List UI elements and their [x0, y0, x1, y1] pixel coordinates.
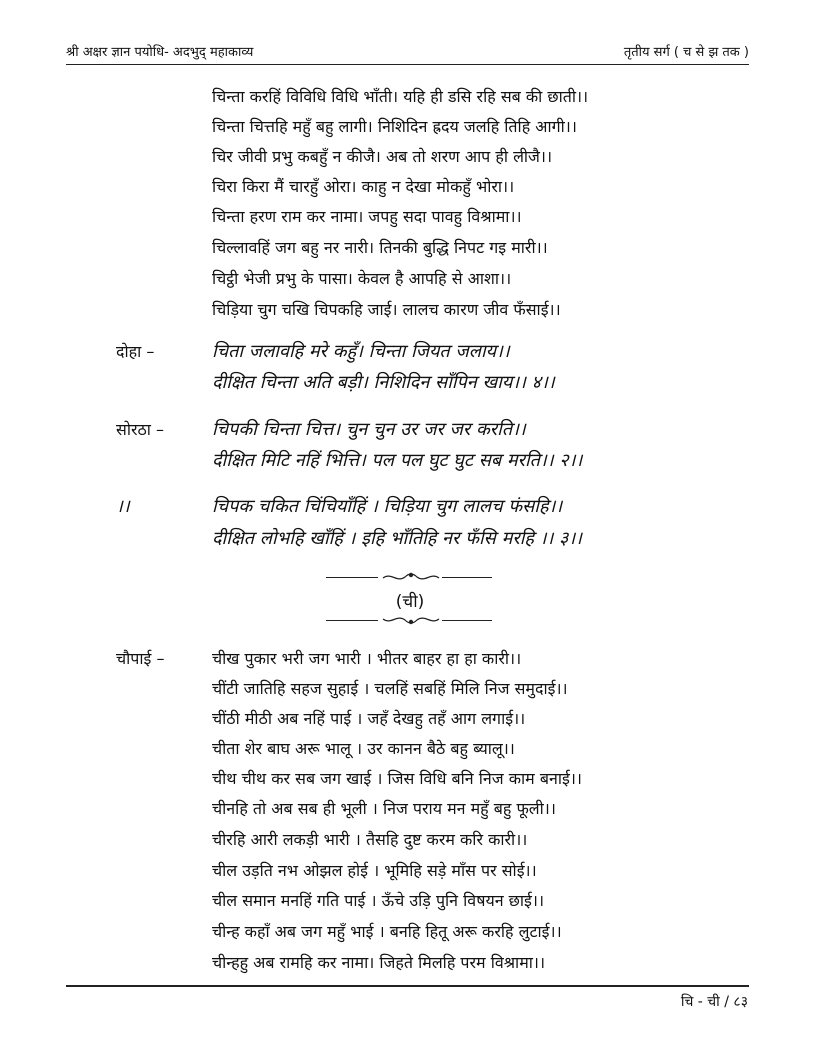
- verse-line: चीख पुकार भरी जग भारी । भीतर बाहर हा हा कारी।।: [212, 649, 522, 668]
- chaupai-label: चौपाई –: [116, 649, 165, 668]
- verse-line: चिरा किरा मैं चारहुँ ओरा। काहु न देखा मोकहुँ भोरा।।: [212, 177, 515, 196]
- verse-line: चीता शेर बाघ अरू भालू । उर कानन बैठे बहु ब्यालू।।: [212, 739, 515, 758]
- verse-line: चींटी जातिहि सहज सुहाई । चलहिं सबहिं मिलि निज समुदाई।।: [212, 679, 568, 698]
- footer-rule: [66, 985, 749, 987]
- verse-line: चिन्ता हरण राम कर नामा। जपहु सदा पावहु विश्रामा।।: [212, 207, 522, 226]
- verse-line: चीथ चीथ कर सब जग खाई । जिस विधि बनि निज काम बनाई।।: [212, 769, 582, 788]
- page-header: [66, 36, 749, 65]
- divider-rule-left: [326, 577, 378, 578]
- verse-line: चीनहि तो अब सब ही भूली । निज पराय मन महुँ बहु फूली।।: [212, 799, 556, 818]
- flourish-icon: [381, 569, 441, 585]
- verse-line: चीरहि आरी लकड़ी भारी । तैसहि दुष्ट करम करि कारी।।: [212, 830, 528, 849]
- doha-line: चिता जलावहि मरे कहुँ। चिन्ता जियत जलाय।।: [212, 341, 510, 362]
- section-title: (ची): [395, 592, 425, 612]
- sortha-label: सोरठा –: [116, 420, 165, 439]
- sortha2-label: ।।: [116, 496, 130, 517]
- sortha-line: चिपकी चिन्ता चित्त। चुन चुन उर जर जर करति।।: [212, 419, 526, 440]
- verse-line: चींठी मीठी अब नहिं पाई । जहँ देखहु तहँ आग लगाई।।: [212, 709, 526, 728]
- header-chapter-title: तृतीय सर्ग ( च से झ तक ): [623, 45, 749, 60]
- verse-line: चिल्लावहिं जग बहु नर नारी। तिनकी बुद्धि निपट गइ मारी।।: [212, 238, 548, 257]
- doha-label: दोहा –: [116, 342, 155, 361]
- sortha-line: दीक्षित मिटि नहिं भित्ति। पल पल घुट घुट सब मरति।। २।।: [212, 450, 583, 471]
- header-book-title: श्री अक्षर ज्ञान पयोधि- अदभुद् महाकाव्य: [66, 45, 254, 60]
- verse-line: चिन्ता करहिं विविधि विधि भाँती। यहि ही डसि रहि सब की छाती।।: [212, 87, 589, 106]
- sortha2-line: दीक्षित लोभहि खाँहिं । इहि भाँतिहि नर फँसि मरहि ।। ३।।: [212, 528, 583, 549]
- verse-line: चीन्ह कहाँ अब जग महुँ भाई । बनहि हितू अरू करहि लुटाई।।: [212, 922, 562, 941]
- verse-line: चील उड़ति नभ ओझल होई । भूमिहि सड़े माँस पर सोई।।: [212, 861, 537, 880]
- verse-line: चिन्ता चित्तहि महुँ बहु लागी। निशिदिन ह्रदय जलहि तिहि आगी।।: [212, 117, 577, 136]
- verse-line: चिर जीवी प्रभु कबहुँ न कीजै। अब तो शरण आप ही लीजै।।: [212, 147, 553, 166]
- sortha2-line: चिपक चकित चिंचियाँहिं । चिड़िया चुग लालच फंसहि।।: [212, 496, 563, 517]
- verse-line: चिड़िया चुग चखि चिपकहि जाई। लालच कारण जीव फँसाई।।: [212, 300, 561, 319]
- page-number: चि - ची / ८३: [680, 994, 748, 1010]
- flourish-ornament-top: [381, 569, 441, 588]
- doha-line: दीक्षित चिन्ता अति बड़ी। निशिदिन साँपिन खाय।। ४।।: [212, 372, 555, 393]
- verse-line: चीन्हहु अब रामहि कर नामा। जिहते मिलहि परम विश्रामा।।: [212, 953, 546, 972]
- verse-line: चील समान मनहिं गति पाई । ऊँचे उड़ि पुनि विषयन छाई।।: [212, 891, 545, 910]
- divider-rule-left: [326, 620, 378, 621]
- flourish-icon: [381, 612, 441, 628]
- flourish-ornament-bottom: [381, 612, 441, 631]
- verse-line: चिट्ठी भेजी प्रभु के पासा। केवल है आपहि से आशा।।: [212, 269, 512, 288]
- divider-rule-right: [442, 577, 492, 578]
- divider-rule-right: [442, 620, 492, 621]
